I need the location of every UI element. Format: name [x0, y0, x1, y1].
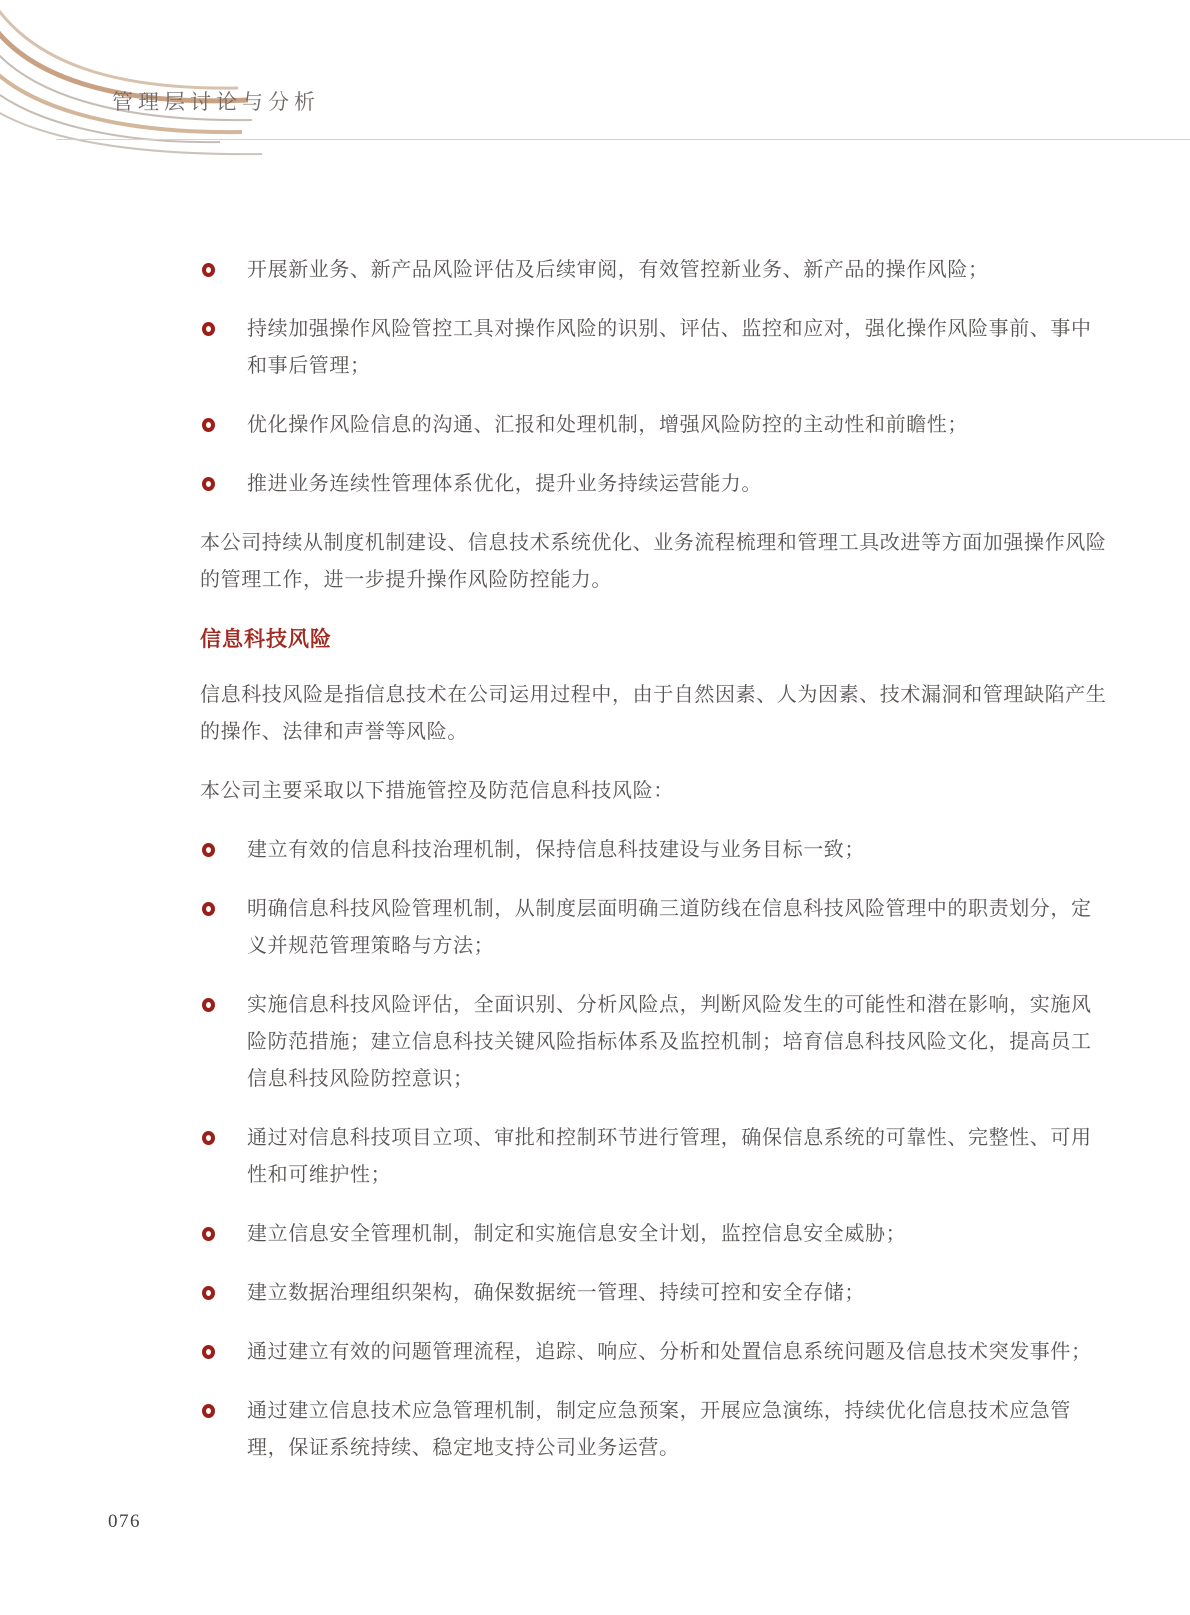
page-title: 管理层讨论与分析 [112, 90, 320, 114]
header-divider [56, 139, 1190, 140]
ring-bullet-icon [202, 1345, 215, 1359]
bullet-text: 通过建立有效的问题管理流程，追踪、响应、分析和处置信息系统问题及信息技术突发事件； [247, 1341, 1092, 1363]
bullet-text: 通过建立信息技术应急管理机制，制定应急预案，开展应急演练，持续优化信息技术应急管理，保证系统持续、稳定地支持公司业务运营。 [247, 1400, 1071, 1459]
ring-bullet-icon [202, 1227, 215, 1241]
bullet-item [200, 1393, 1108, 1467]
ring-bullet-icon [202, 902, 215, 916]
ring-bullet-icon [202, 843, 215, 857]
bullet-text: 明确信息科技风险管理机制，从制度层面明确三道防线在信息科技风险管理中的职责划分，定义并规范管理策略与方法； [247, 898, 1092, 957]
bullet-text: 优化操作风险信息的沟通、汇报和处理机制，增强风险防控的主动性和前瞻性； [247, 414, 968, 436]
ring-bullet-icon [202, 418, 215, 432]
operational-risk-summary: 本公司持续从制度机制建设、信息技术系统优化、业务流程梳理和管理工具改进等方面加强操作风险的管理工作，进一步提升操作风险防控能力。 [200, 532, 1107, 591]
bullet-text: 实施信息科技风险评估，全面识别、分析风险点，判断风险发生的可能性和潜在影响，实施风险防范措施；建立信息科技关键风险指标体系及监控机制；培育信息科技风险文化，提高员工信息科技风险防控意识； [247, 994, 1092, 1090]
section-heading-it-risk: 信息科技风险 [200, 628, 332, 651]
it-risk-bullet-list [200, 832, 1108, 1467]
content-area [200, 252, 1108, 1489]
ring-bullet-icon [202, 477, 215, 491]
bullet-item [200, 1216, 1108, 1253]
bullet-item [200, 311, 1108, 385]
bullet-item [200, 1120, 1108, 1194]
bullet-text: 推进业务连续性管理体系优化，提升业务持续运营能力。 [247, 473, 762, 495]
it-risk-definition: 信息科技风险是指信息技术在公司运用过程中，由于自然因素、人为因素、技术漏洞和管理缺陷产生的操作、法律和声誉等风险。 [200, 684, 1107, 743]
it-risk-measures-intro: 本公司主要采取以下措施管控及防范信息科技风险： [200, 780, 674, 802]
page-number: 076 [108, 1511, 141, 1532]
bullet-item [200, 891, 1108, 965]
bullet-text: 建立信息安全管理机制，制定和实施信息安全计划，监控信息安全威胁； [247, 1223, 907, 1245]
ring-bullet-icon [202, 1131, 215, 1145]
bullet-item [200, 987, 1108, 1098]
operational-risk-bullet-list [200, 252, 1108, 503]
bullet-item [200, 407, 1108, 444]
ring-bullet-icon [202, 263, 215, 277]
bullet-item [200, 252, 1108, 289]
bullet-item [200, 466, 1108, 503]
ring-bullet-icon [202, 1404, 215, 1418]
bullet-text: 持续加强操作风险管控工具对操作风险的识别、评估、监控和应对，强化操作风险事前、事中和事后管理； [247, 318, 1092, 377]
bullet-item [200, 1334, 1108, 1371]
bullet-text: 开展新业务、新产品风险评估及后续审阅，有效管控新业务、新产品的操作风险； [247, 259, 989, 281]
bullet-text: 通过对信息科技项目立项、审批和控制环节进行管理，确保信息系统的可靠性、完整性、可用性和可维护性； [247, 1127, 1092, 1186]
ring-bullet-icon [202, 322, 215, 336]
bullet-text: 建立数据治理组织架构，确保数据统一管理、持续可控和安全存储； [247, 1282, 865, 1304]
bullet-item [200, 1275, 1108, 1312]
bullet-text: 建立有效的信息科技治理机制，保持信息科技建设与业务目标一致； [247, 839, 865, 861]
bullet-item [200, 832, 1108, 869]
ring-bullet-icon [202, 1286, 215, 1300]
ring-bullet-icon [202, 998, 215, 1012]
